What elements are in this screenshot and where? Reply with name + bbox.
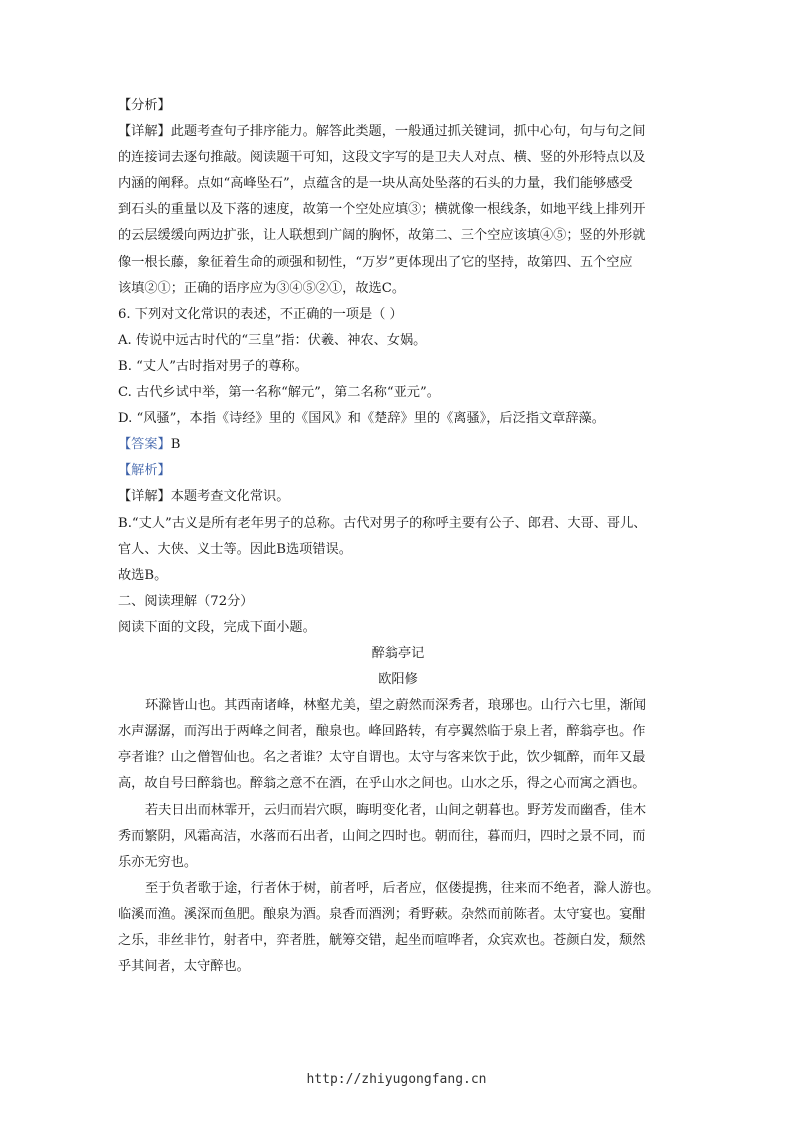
footer-url: http://zhiyugongfang.cn bbox=[306, 1072, 487, 1087]
q6-options bbox=[118, 328, 678, 432]
q6-detail-line: 【详解】本题考查文化常识。 bbox=[118, 489, 290, 505]
q6-stem: 6. 下列对文化常识的表述，不正确的一项是（ ） bbox=[118, 306, 403, 322]
q6-option: B. “丈人”古时指对男子的尊称。 bbox=[118, 358, 308, 374]
section-instruction: 阅读下面的文段，完成下面小题。 bbox=[118, 619, 316, 635]
q5-detail-line: 【详解】此题考查句子排序能力。解答此类题，一般通过抓关键词，抓中心句，句与句之间 bbox=[118, 124, 646, 140]
passage-line: 乎其间者，太守醉也。 bbox=[118, 959, 250, 975]
passage-line: 临溪而渔。溪深而鱼肥。酿泉为酒。泉香而酒洌；肴野蔌。杂然而前陈者。太守宴也。宴酣 bbox=[118, 906, 646, 922]
q5-detail-line: 内涵的阐释。点如“高峰坠石”，点蕴含的是一块从高处坠落的石头的力量，我们能够感受 bbox=[118, 176, 633, 192]
q6-answer bbox=[118, 432, 678, 458]
answer-tag: 【答案】 bbox=[118, 437, 171, 453]
passage-line: 水声潺潺，而泻出于两峰之间者，酿泉也。峰回路转，有亭翼然临于泉上者，醉翁亭也。作 bbox=[118, 724, 646, 740]
passage-line: 若夫日出而林霏开，云归而岩穴暝，晦明变化者，山间之朝暮也。野芳发而幽香，佳木 bbox=[145, 802, 647, 818]
passage-title: 醉翁亭记 bbox=[371, 645, 425, 661]
document-body bbox=[118, 93, 678, 980]
passage-line: 之乐，非丝非竹，射者中，弈者胜，觥筹交错，起坐而喧哗者，众宾欢也。苍颜白发，颓然 bbox=[118, 933, 646, 948]
q5-detail-line: 到石头的重量以及下落的速度，故第一个空处应填③；横就像一根线条，如地平线上排列开 bbox=[118, 202, 646, 218]
passage-body bbox=[118, 693, 678, 980]
passage-line: 亭者谁？山之僧智仙也。名之者谁？太守自谓也。太守与客来饮于此，饮少辄醉，而年又最 bbox=[118, 750, 646, 766]
jiexi-tag: 【解析】 bbox=[118, 463, 171, 479]
passage-line: 至于负者歌于途，行者休于树，前者呼，后者应，伛偻提携，往来而不绝者，滁人游也。 bbox=[145, 880, 660, 896]
q5-detail-line: 像一根长藤，象征着生命的顽强和韧性，“万岁”更体现出了它的坚持，故第四、五个空应 bbox=[118, 254, 633, 270]
q5-detail-line: 的云层缓缓向两边扩张，让人联想到广阔的胸怀，故第二、三个空应该填④⑤；竖的外形就 bbox=[118, 228, 646, 244]
q6-detail-line: 官人、大侠、义士等。因此B选项错误。 bbox=[118, 541, 352, 557]
passage-line: 秀而繁阴，风霜高洁，水落而石出者，山间之四时也。朝而往，暮而归，四时之景不同，而 bbox=[118, 828, 646, 844]
q6-option: C. 古代乡试中举，第一名称“解元”，第二名称“亚元”。 bbox=[118, 385, 440, 401]
q5-detail-block bbox=[118, 119, 678, 302]
q5-detail-line: 该填②①；正确的语序应为③④⑤②①，故选C。 bbox=[118, 280, 406, 296]
passage-line: 高，故自号曰醉翁也。醉翁之意不在酒，在乎山水之间也。山水之乐，得之心而寓之酒也。 bbox=[118, 776, 646, 792]
passage-line: 乐亦无穷也。 bbox=[118, 854, 198, 870]
section-heading: 二、阅读理解（72分） bbox=[118, 593, 254, 609]
analysis-heading: 【分析】 bbox=[118, 98, 171, 113]
passage-line: 环滁皆山也。其西南诸峰，林壑尤美，望之蔚然而深秀者，琅琊也。山行六七里，渐闻 bbox=[145, 698, 647, 714]
q6-detail-line: B.“丈人”古义是所有老年男子的总称。古代对男子的称呼主要有公子、郎君、大哥、哥儿、 bbox=[118, 515, 647, 531]
q6-option: D. “风骚”，本指《诗经》里的《国风》和《楚辞》里的《离骚》，后泛指文章辞藻。 bbox=[118, 411, 605, 427]
passage-author: 欧阳修 bbox=[378, 672, 418, 688]
q6-detail-line: 故选B。 bbox=[118, 567, 168, 583]
q6-option: A. 传说中远古时代的“三皇”指：伏羲、神农、女娲。 bbox=[118, 332, 427, 348]
q5-detail-line: 的连接词去逐句推敲。阅读题干可知，这段文字写的是卫夫人对点、横、竖的外形特点以及 bbox=[118, 150, 646, 166]
answer-value: B bbox=[170, 437, 181, 453]
q6-detail-block bbox=[118, 484, 678, 588]
